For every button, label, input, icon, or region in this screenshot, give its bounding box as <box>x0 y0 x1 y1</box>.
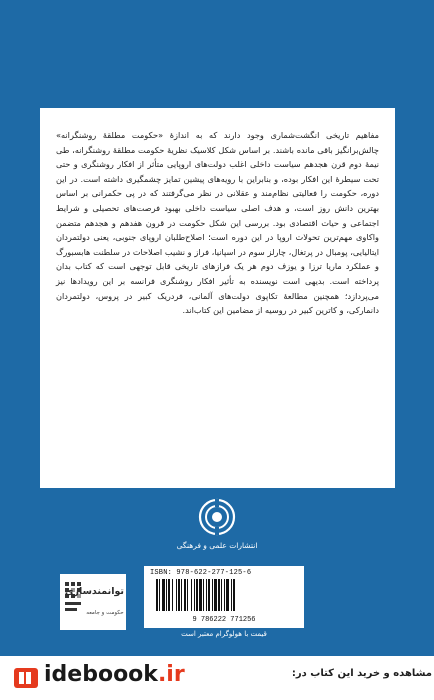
barcode-bar <box>187 579 188 611</box>
barcode-bar <box>231 579 232 611</box>
barcode-bar <box>224 579 225 611</box>
barcode-bar <box>208 579 210 611</box>
barcode-bar <box>156 579 158 611</box>
barcode-bar <box>162 579 165 611</box>
barcode-bar <box>172 579 173 611</box>
barcode-bar <box>212 579 213 611</box>
barcode-bar <box>199 579 202 611</box>
barcode-bar <box>181 579 182 611</box>
blurb-text: مفاهیم تاریخی انگشت‌شماری وجود دارند که به اندازهٔ «حکومت مطلقهٔ روشنگرانه» چالش‌برانگیز باقی مانده باشند. بر اساس شکل کلاسیک نظریهٔ حکومت مطلقهٔ روشنگرانه، طی نیمهٔ دوم قرن هجدهم سیاست داخلی اغلب دولت‌های اروپایی متأثر از افکار روشنگری و حتی تحت سیطرهٔ این افکار بوده، و بنابراین با رویه‌های پیشین تمایز چشمگیری داشته است. در این دوره، حکومت را فعالیتی نظام‌مند و عقلانی در نظر می‌گرفتند که در پی حکمرانی بر اساس بهترین دانش روز است، و هدف اصلی سیاست داخلی بهبود فرصت‌های تحصیلی و شرایط اجتماعی و حیات اقتصادی بود. بررسی این شکل حکومت در قرون هفدهم و هجدهم متضمن واکاوی مهم‌ترین تحولات اروپا در این دوره است؛ اصلاح‌طلبان اروپای جنوبی، یعنی دولتمردان ایتالیایی، پومبال در پرتغال، چارلز سوم در اسپانیا، فراز و نشیب اصلاحات در سلطنت هابسبورگ و عملکرد ماریا ترزا و یوزف دوم هر یک فرازهای تاریخی قابل توجهی است که کتاب بدان پرداخته است. بدیهی است نویسنده به تأثیر افکار روشنگری فرانسه بر این رویدادها نیز می‌پردازد؛ همچنین مطالعهٔ تکاپوی دولت‌های آلمانی، فردریک کبیر در پروس، دولتمردان دانمارکی، و کاترین کبیر در روسیه از مضامین این کتاب‌اند. <box>56 130 379 316</box>
series-chart-icon <box>64 578 84 624</box>
barcode-bar <box>178 579 180 611</box>
publisher-name: انتشارات علمی و فرهنگی <box>176 541 258 550</box>
barcode-bar <box>196 579 198 611</box>
barcode-bar <box>226 579 229 611</box>
isbn-label: ISBN: 978-622-277-125-6 <box>150 569 252 577</box>
blurb-panel <box>40 108 395 488</box>
barcode-bar <box>184 579 186 611</box>
barcode-bar <box>166 579 167 611</box>
barcode-bar <box>233 579 235 611</box>
hologram-note: قیمت با هولوگرام معتبر است <box>181 630 267 638</box>
book-shop-icon <box>12 664 40 692</box>
barcode-bar <box>221 579 222 611</box>
barcode-bar <box>214 579 217 611</box>
barcode-bar <box>218 579 220 611</box>
series-subtitle: حکومت و جامعه <box>86 610 124 616</box>
barcode-bar <box>191 579 192 611</box>
series-name: توانمندسازی <box>64 586 124 597</box>
barcode-bar <box>176 579 177 611</box>
barcode-bar <box>206 579 207 611</box>
barcode-bar <box>159 579 160 611</box>
barcode-panel <box>144 566 304 628</box>
barcode-digits: 9 786222 771256 <box>192 616 256 623</box>
barcode-bar <box>194 579 195 611</box>
watermark-brand: ideboook.ir <box>44 662 185 687</box>
barcode-bar <box>168 579 170 611</box>
series-logo-box <box>60 574 126 630</box>
barcode-bar <box>203 579 204 611</box>
watermark-text: مشاهده و خرید این کتاب در: <box>291 668 432 679</box>
publisher-emblem-icon <box>197 497 237 537</box>
publisher-block <box>0 497 434 550</box>
watermark-banner <box>0 656 434 700</box>
barcode-icon <box>150 579 298 623</box>
